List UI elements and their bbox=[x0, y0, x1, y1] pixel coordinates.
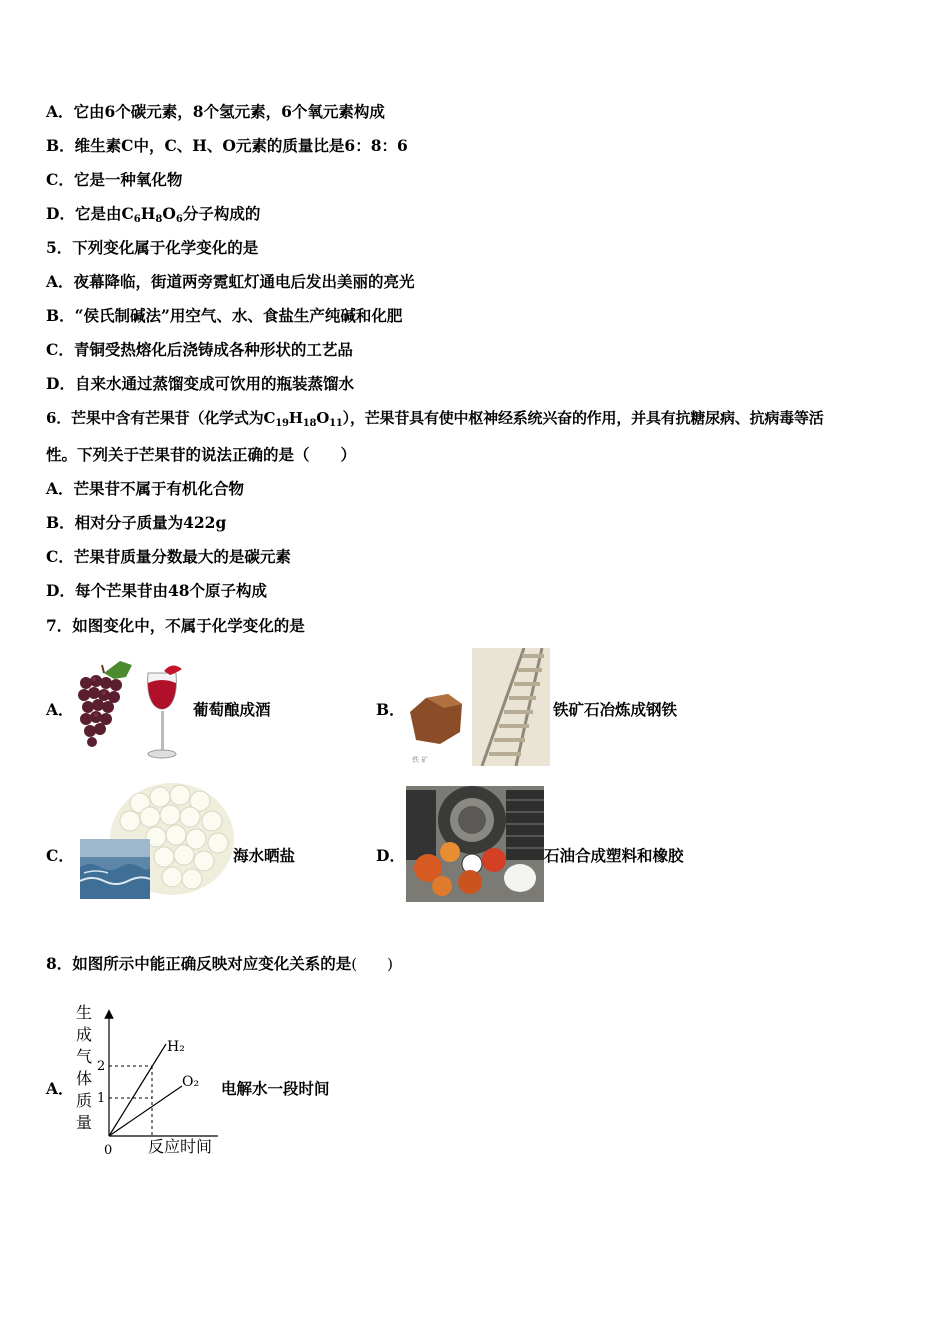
tick-1: 1 bbox=[97, 1091, 106, 1106]
q7-option-c-text: 海水晒盐 bbox=[233, 846, 296, 865]
q6-option-c: C．芒果苷质量分数最大的是碳元素 bbox=[46, 547, 291, 566]
graph-ylabel-char: 质 bbox=[76, 1091, 93, 1110]
q4-option-d-prefix: D．它是由C bbox=[46, 204, 134, 223]
q4-option-c: C．它是一种氧化物 bbox=[46, 170, 183, 189]
grapes-wine-image bbox=[74, 655, 190, 765]
q6-option-d: D．每个芒果苷由48个原子构成 bbox=[46, 581, 268, 600]
q6-option-b: B．相对分子质量为422g bbox=[46, 513, 227, 532]
svg-text:铁 矿: 铁 矿 bbox=[412, 756, 429, 764]
q5-option-c: C．青铜受热熔化后浇铸成各种形状的工艺品 bbox=[46, 340, 353, 359]
q7-option-b-letter: B． bbox=[376, 700, 405, 719]
q4-option-b: B．维生素C中，C、H、O元素的质量比是6：8：6 bbox=[46, 136, 408, 155]
q5-option-d: D．自来水通过蒸馏变成可饮用的瓶装蒸馏水 bbox=[46, 374, 354, 393]
q6-stem-suffix: ），芒果苷具有使中枢神经系统兴奋的作用，并具有抗糖尿病、抗病毒等活 bbox=[342, 409, 824, 427]
q6-stem-line2: 性。下列关于芒果苷的说法正确的是（ ） bbox=[46, 445, 357, 464]
q7-option-b-text: 铁矿石冶炼成钢铁 bbox=[553, 700, 678, 719]
q7-option-a-letter: A． bbox=[46, 700, 74, 719]
q4-option-a: A．它由6个碳元素，8个氢元素，6个氧元素构成 bbox=[46, 102, 385, 121]
tick-2: 2 bbox=[97, 1059, 106, 1074]
graph-ylabel-char: 量 bbox=[76, 1113, 93, 1132]
q8-stem-text: 8．如图所示中能正确反映对应变化关系的是 bbox=[46, 954, 352, 973]
q8-option-a-letter: A． bbox=[46, 1079, 74, 1098]
q7-option-d-letter: D． bbox=[376, 846, 405, 865]
q7-stem: 7．如图变化中，不属于化学变化的是 bbox=[46, 616, 305, 635]
iron-ore-rail-image bbox=[404, 648, 550, 766]
q8-paren: ( ) bbox=[351, 955, 394, 973]
q4-option-d: D．它是由$C_6H_8O_6$分子构成的 bbox=[46, 204, 261, 225]
q5-stem: 5．下列变化属于化学变化的是 bbox=[46, 238, 259, 257]
q6-stem-prefix: 6．芒果中含有芒果苷（化学式为C bbox=[46, 409, 276, 427]
q4-option-d-suffix: 分子构成的 bbox=[182, 204, 261, 223]
q5-option-a: A．夜幕降临，街道两旁霓虹灯通电后发出美丽的亮光 bbox=[46, 272, 415, 291]
electrolysis-graph bbox=[72, 1000, 222, 1162]
graph-ylabel-char: 气 bbox=[76, 1047, 93, 1066]
q8-stem bbox=[46, 954, 393, 974]
q7-option-c-letter: C． bbox=[46, 846, 74, 865]
graph-ylabel-char: 体 bbox=[76, 1069, 93, 1088]
graph-ylabel bbox=[76, 1003, 92, 1132]
q7-option-a-text: 葡萄酿成酒 bbox=[193, 700, 271, 719]
q5-option-b: B．“侯氏制碱法”用空气、水、食盐生产纯碱和化肥 bbox=[46, 306, 403, 325]
graph-ylabel-char: 生 bbox=[76, 1003, 93, 1022]
o2-line bbox=[109, 1086, 182, 1136]
h2-label: H₂ bbox=[167, 1039, 185, 1055]
o2-label: O₂ bbox=[182, 1074, 200, 1090]
graph-ylabel-char: 成 bbox=[76, 1025, 93, 1044]
q6-option-a: A．芒果苷不属于有机化合物 bbox=[46, 479, 245, 498]
h2-line bbox=[109, 1044, 166, 1136]
q7-option-d-text: 石油合成塑料和橡胶 bbox=[544, 846, 684, 865]
q8-option-a-text: 电解水一段时间 bbox=[221, 1079, 330, 1098]
tires-balls-image bbox=[406, 786, 544, 902]
sea-salt-image bbox=[80, 783, 234, 903]
graph-xlabel: 反应时间 bbox=[148, 1137, 213, 1156]
origin-label: 0 bbox=[104, 1143, 113, 1158]
q6-stem-line1: 6．芒果中含有芒果苷（化学式为$C_{19}H_{18}O_{11}$），芒果苷具有使中枢神经系统兴奋的作用，并具有抗糖尿病、抗病毒等活 bbox=[46, 409, 824, 429]
